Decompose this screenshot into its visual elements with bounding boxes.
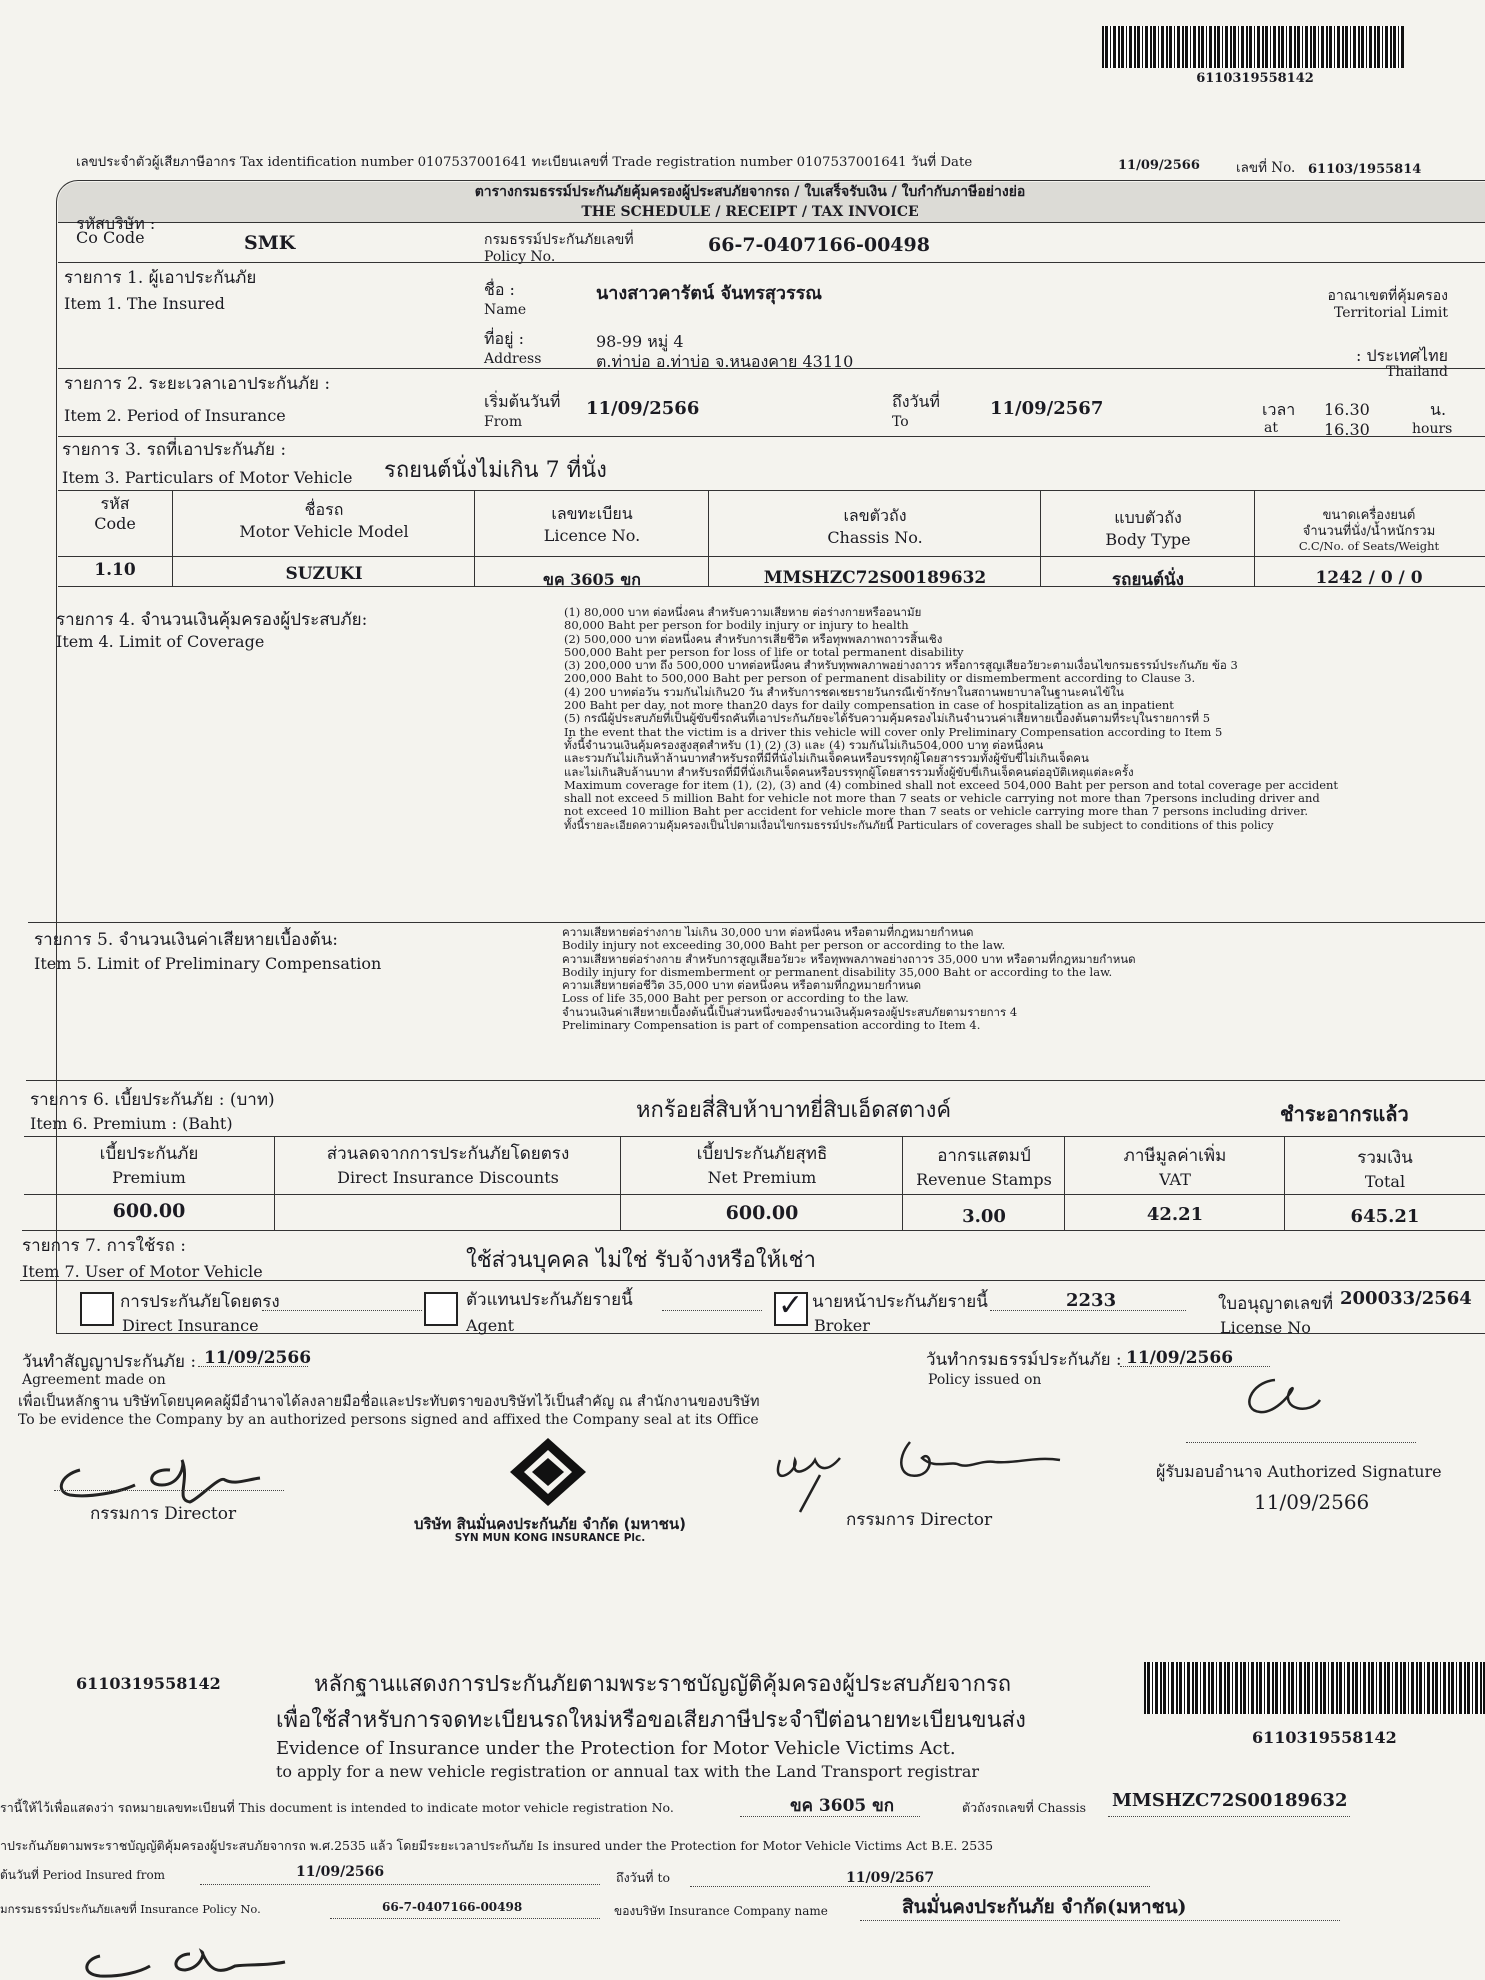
direct-insurance-label-th: การประกันภัยโดยตรง — [120, 1292, 280, 1312]
evidence-text-en: To be evidence the Company by an authorized persons signed and affixed the Company seal at its Office — [18, 1412, 759, 1428]
agent-label-en: Agent — [466, 1316, 514, 1335]
item2-label-th: รายการ 2. ระยะเวลาเอาประกันภัย : — [64, 374, 331, 394]
item2-label-en: Item 2. Period of Insurance — [64, 406, 286, 425]
co-code-value: SMK — [244, 232, 296, 254]
agreement-label-en: Agreement made on — [22, 1372, 166, 1388]
vt-col-model-th: ชื่อรถ — [304, 500, 344, 519]
prelim-line: ความเสียหายต่อร่างกาย ไม่เกิน 30,000 บาท ต่อหนึ่งคน หรือตามที่กฎหมายกำหนด — [562, 925, 974, 939]
vt-col-licence-th: เลขทะเบียน — [551, 504, 633, 523]
prelim-line: ความเสียหายต่อชีวิต 35,000 บาท ต่อหนึ่งคน หรือตามที่กฎหมายกำหนด — [562, 978, 922, 993]
prem-col-net-en: Net Premium — [707, 1168, 817, 1187]
coverage-line: (4) 200 บาทต่อวัน รวมกันไม่เกิน20 วัน สำหรับการชดเชยรายวันกรณีเข้ารักษาในสถานพยาบาลในฐานะคนไข้ใน — [564, 684, 1124, 699]
direct-insurance-checkbox[interactable] — [80, 1292, 114, 1326]
vt-col-licence-en: Licence No. — [543, 526, 641, 545]
license-label-en: License No — [1220, 1318, 1311, 1337]
item3-label-th: รายการ 3. รถที่เอาประกันภัย : — [62, 440, 287, 460]
license-number: 200033/2564 — [1340, 1288, 1472, 1309]
agreement-label-th: วันทำสัญญาประกันภัย : — [22, 1352, 197, 1372]
evidence-text-th: เพื่อเป็นหลักฐาน บริษัทโดยบุคคลผู้มีอำนาจได้ลงลายมือชื่อและประทับตราของบริษัทไว้เป็นสำคัญ ณ สำนักงานของบริษัท — [18, 1394, 760, 1410]
coverage-line: (1) 80,000 บาท ต่อหนึ่งคน สำหรับความเสียหาย ต่อร่างกายหรืออนามัย — [564, 605, 922, 619]
vt-row-chassis: MMSHZC72S00189632 — [763, 568, 987, 588]
prem-col-premium-th: เบี้ยประกันภัย — [99, 1144, 199, 1164]
name-label-th: ชื่อ : — [484, 280, 515, 299]
period-to-label-en: To — [892, 414, 909, 430]
territory-value-en: Thailand — [1386, 364, 1448, 380]
authorized-caption: ผู้รับมอบอำนาจ Authorized Signature — [1156, 1462, 1442, 1481]
authorized-signature — [1220, 1370, 1340, 1440]
policy-label-en: Policy No. — [484, 249, 556, 265]
vt-col-code-th: รหัส — [100, 494, 130, 513]
vt-col-body-en: Body Type — [1105, 530, 1191, 549]
vt-col-model-en: Motor Vehicle Model — [239, 522, 409, 541]
prelim-line: Bodily injury not exceeding 30,000 Baht per person or according to the law. — [562, 938, 1006, 953]
coverage-line: 80,000 Baht per person for bodily injury or injury to health — [564, 618, 909, 633]
prem-col-discount-th: ส่วนลดจากการประกันภัยโดยตรง — [326, 1144, 570, 1164]
vehicle-description: รถยนต์นั่งไม่เกิน 7 ที่นั่ง — [384, 458, 607, 483]
prem-col-stamps-th: อากรแสตมป์ — [937, 1146, 1031, 1166]
period-to-label-th: ถึงวันที่ — [892, 392, 940, 411]
vt-col-chassis-th: เลขตัวถัง — [843, 506, 907, 525]
evidence-title-en2: to apply for a new vehicle registration or annual tax with the Land Transport registrar — [276, 1762, 980, 1781]
item7-label-th: รายการ 7. การใช้รถ : — [22, 1236, 186, 1256]
item6-label-th: รายการ 6. เบี้ยประกันภัย : (บาท) — [30, 1090, 275, 1110]
item7-label-en: Item 7. User of Motor Vehicle — [22, 1262, 263, 1281]
prem-col-stamps-en: Revenue Stamps — [916, 1170, 1052, 1189]
coverage-line: Maximum coverage for item (1), (2), (3) and (4) combined shall not exceed 504,000 Baht per person and total coverage per accident — [564, 777, 1339, 792]
check-mark-icon: ✓ — [778, 1288, 804, 1323]
evidence-barcode — [1144, 1662, 1485, 1714]
period-from-label-en: From — [484, 414, 523, 430]
vt-row-model: SUZUKI — [285, 564, 363, 584]
prelim-line: จำนวนเงินค่าเสียหายเบื้องต้นนี้เป็นส่วนหนึ่งของจำนวนเงินคุ้มครองผู้ประสบภัยตามรายการ 4 — [562, 1004, 1018, 1019]
item6-label-en: Item 6. Premium : (Baht) — [30, 1114, 233, 1133]
time-unit-en: hours — [1412, 421, 1453, 437]
prem-col-total-en: Total — [1364, 1172, 1406, 1191]
document-date: 11/09/2566 — [1118, 158, 1200, 173]
coverage-line: 500,000 Baht per person for loss of life or total permanent disability — [564, 644, 964, 659]
time-label-en: at — [1264, 420, 1278, 436]
evidence-title-th1: หลักฐานแสดงการประกันภัยตามพระราชบัญญัติคุ้มครองผู้ประสบภัยจากรถ — [314, 1672, 1012, 1697]
item1-label-th: รายการ 1. ผู้เอาประกันภัย — [64, 268, 257, 288]
address-line2: ต.ท่าบ่อ อ.ท่าบ่อ จ.หนองคาย 43110 — [596, 352, 854, 371]
territory-value-th: : ประเทศไทย — [1356, 346, 1448, 365]
evidence-period-label: ต้นวันที่ Period Insured from — [0, 1868, 166, 1882]
coverage-line: In the event that the victim is a driver this vehicle will cover only Preliminary Compensation according to Item 5 — [564, 724, 1223, 739]
evidence-registration: ขค 3605 ขก — [790, 1796, 895, 1816]
doc-number-label: เลขที่ No. — [1236, 160, 1296, 176]
period-from-value: 11/09/2566 — [586, 398, 700, 419]
address-line1: 98-99 หมู่ 4 — [596, 332, 684, 351]
evidence-policy-label: มกรรมธรรม์ประกันภัยเลขที่ Insurance Policy No. — [0, 1902, 261, 1916]
period-to-value: 11/09/2567 — [990, 398, 1104, 419]
vehicle-use-value: ใช้ส่วนบุคคล ไม่ใช่ รับจ้างหรือให้เช่า — [466, 1248, 816, 1273]
prem-col-vat-th: ภาษีมูลค่าเพิ่ม — [1123, 1146, 1227, 1166]
vt-row-code: 1.10 — [94, 560, 136, 580]
premium-value: 600.00 — [112, 1200, 186, 1222]
coverage-line: ทั้งนี้จำนวนเงินคุ้มครองสูงสุดสำหรับ (1) (2) (3) และ (4) รวมกันไม่เกิน504,000 บาท ต่อหนึ่งคน — [564, 737, 1044, 752]
broker-code: 2233 — [1066, 1290, 1117, 1311]
prem-col-discount-en: Direct Insurance Discounts — [337, 1168, 559, 1187]
coverage-line: และรวมกันไม่เกินห้าล้านบาทสำหรับรถที่มีที่นั่งไม่เกินเจ็ดคนหรือบรรทุกผู้โดยสารรวมทั้งผู้ขับขี่ไม่เกินเจ็ดคน — [564, 751, 1089, 766]
evidence-left-number: 6110319558142 — [76, 1674, 221, 1693]
insured-name: นางสาวคารัตน์ จันทรสุวรรณ — [596, 283, 822, 304]
coverage-lines — [564, 606, 1464, 832]
item5-label-en: Item 5. Limit of Preliminary Compensation — [34, 954, 382, 973]
bottom-director-signature — [70, 1944, 310, 1980]
item1-label-en: Item 1. The Insured — [64, 294, 225, 313]
item3-label-en: Item 3. Particulars of Motor Vehicle — [62, 468, 353, 487]
total-value: 645.21 — [1350, 1206, 1420, 1227]
prem-col-net-th: เบี้ยประกันภัยสุทธิ — [696, 1144, 828, 1164]
director2-caption: กรรมการ Director — [846, 1510, 993, 1530]
evidence-line1-prefix: รานี้ให้ไว้เพื่อแสดงว่า รถหมายเลขทะเบียนที่ This document is intended to indicate motor vehicle registration No. — [0, 1800, 674, 1815]
evidence-period-to: 11/09/2567 — [846, 1870, 935, 1886]
tax-id-line: เลขประจำตัวผู้เสียภาษีอากร Tax identification number 0107537001641 ทะเบียนเลขที่ Trade registration number 0107537001641 วันที่ Date — [76, 155, 973, 170]
header-title-en: THE SCHEDULE / RECEIPT / TAX INVOICE — [581, 204, 919, 220]
issued-label-th: วันทำกรมธรรม์ประกันภัย : — [926, 1350, 1122, 1370]
stamp-paid-status: ชำระอากรแล้ว — [1280, 1102, 1409, 1126]
coverage-line: (3) 200,000 บาท ถึง 500,000 บาทต่อหนึ่งคน สำหรับทุพพลภาพอย่างถาวร หรือการสูญเสียอวัยวะตามเงื่อนไขกรมธรรม์ประกันภัย ข้อ 3 — [564, 658, 1238, 673]
director2-signature — [760, 1430, 1080, 1520]
issued-date: 11/09/2566 — [1126, 1348, 1234, 1368]
premium-amount-words: หกร้อยสี่สิบห้าบาทยี่สิบเอ็ดสตางค์ — [636, 1098, 952, 1123]
evidence-company-name: สินมั่นคงประกันภัย จำกัด(มหาชน) — [902, 1896, 1187, 1918]
header-title-th: ตารางกรมธรรม์ประกันภัยคุ้มครองผู้ประสบภัยจากรถ / ใบเสร็จรับเงิน / ใบกำกับภาษีอย่างย่อ — [474, 184, 1026, 200]
net-premium-value: 600.00 — [725, 1202, 799, 1224]
vat-value: 42.21 — [1146, 1204, 1204, 1225]
item4-label-th: รายการ 4. จำนวนเงินคุ้มครองผู้ประสบภัย: — [56, 610, 368, 630]
company-name-th: บริษัท สินมั่นคงประกันภัย จำกัด (มหาชน) — [414, 1515, 686, 1533]
prem-col-vat-en: VAT — [1159, 1170, 1191, 1189]
evidence-policy-number: 66-7-0407166-00498 — [382, 1900, 523, 1914]
item4-label-en: Item 4. Limit of Coverage — [56, 632, 265, 651]
coverage-line: (5) กรณีผู้ประสบภัยที่เป็นผู้ขับขี่รถคันที่เอาประกันภัยจะได้รับความคุ้มครองไม่เกินจำนวนค่าเสียหายเบื้องต้นตามที่ระบุในรายการที่ 5 — [564, 711, 1211, 726]
director1-caption: กรรมการ Director — [90, 1504, 237, 1524]
prem-col-premium-en: Premium — [112, 1168, 186, 1187]
co-code-label-th: รหัสบริษัท : — [76, 214, 156, 233]
vt-row-engine: 1242 / 0 / 0 — [1315, 568, 1423, 588]
issued-label-en: Policy issued on — [928, 1372, 1042, 1388]
company-seal-logo — [508, 1436, 588, 1508]
vt-row-body: รถยนต์นั่ง — [1112, 570, 1184, 590]
address-label-en: Address — [484, 351, 542, 367]
coverage-line: shall not exceed 5 million Baht for vehicle not more than 7 seats or vehicle carrying not more than 7persons including driver and — [564, 791, 1320, 806]
top-barcode — [1102, 26, 1404, 68]
license-label-th: ใบอนุญาตเลขที่ — [1218, 1294, 1334, 1314]
evidence-line2: ำประกันภัยตามพระราชบัญญัติคุ้มครองผู้ประสบภัยจากรถ พ.ศ.2535 แล้ว โดยมีระยะเวลาประกันภัย Is insured under the Protection for Motor Vehicle Victims Act B.E. 2535 — [0, 1838, 994, 1853]
territory-label-en: Territorial Limit — [1333, 305, 1448, 321]
agent-checkbox[interactable] — [424, 1292, 458, 1326]
evidence-period-to-label: ถึงวันที่ to — [616, 1870, 670, 1885]
agreement-date: 11/09/2566 — [204, 1348, 312, 1368]
time-value-2: 16.30 — [1324, 420, 1370, 439]
prelim-line: Bodily injury for dismemberment or permanent disability 35,000 Baht or according to the law. — [562, 964, 1113, 979]
broker-label-en: Broker — [814, 1316, 870, 1335]
coverage-line: 200 Baht per day, not more than20 days for daily compensation in case of hospitalization as an inpatient — [564, 698, 1174, 713]
evidence-barcode-number: 6110319558142 — [1252, 1728, 1397, 1747]
agent-label-th: ตัวแทนประกันภัยรายนี้ — [466, 1290, 633, 1310]
evidence-chassis-label: ตัวถังรถเลขที่ Chassis — [962, 1800, 1087, 1815]
policy-number: 66-7-0407166-00498 — [708, 234, 930, 256]
address-label-th: ที่อยู่ : — [484, 329, 525, 348]
authorized-date: 11/09/2566 — [1254, 1490, 1370, 1514]
evidence-title-en1: Evidence of Insurance under the Protection for Motor Vehicle Victims Act. — [276, 1738, 956, 1759]
vt-col-engine-en2: C.C/No. of Seats/Weight — [1298, 539, 1440, 553]
prelim-line: ความเสียหายต่อร่างกาย สำหรับการสูญเสียอวัยวะ หรือทุพพลภาพอย่างถาวร 35,000 บาท หรือตามที่กฎหมายกำหนด — [562, 951, 1136, 966]
territory-label-th: อาณาเขตที่คุ้มครอง — [1327, 288, 1448, 304]
top-barcode-number: 6110319558142 — [1196, 71, 1314, 86]
policy-label-th: กรมธรรม์ประกันภัยเลขที่ — [484, 232, 634, 248]
doc-number: 61103/1955814 — [1308, 162, 1422, 177]
evidence-period-from: 11/09/2566 — [296, 1864, 385, 1880]
prelim-line: Loss of life 35,000 Baht per person or according to the law. — [562, 991, 909, 1006]
broker-label-th: นายหน้าประกันภัยรายนี้ — [812, 1292, 988, 1312]
item5-label-th: รายการ 5. จำนวนเงินค่าเสียหายเบื้องต้น: — [34, 930, 338, 950]
coverage-line: ทั้งนี้รายละเอียดความคุ้มครองเป็นไปตามเงื่อนไขกรมธรรม์ประกันภัยนี้ Particulars of coverages shall be subject to conditions of this policy — [564, 818, 1274, 832]
prelim-lines — [562, 926, 1462, 1032]
coverage-line: not exceed 10 million Baht per accident for vehicle more than 7 seats or vehicle carrying more than 7 persons including driver. — [564, 804, 1309, 819]
vt-col-chassis-en: Chassis No. — [827, 528, 923, 547]
broker-checkbox[interactable] — [774, 1288, 808, 1326]
time-label-th: เวลา — [1262, 400, 1296, 419]
vt-col-engine-en: จำนวนที่นั่ง/น้ำหนักรวม — [1302, 524, 1436, 539]
company-name-en: SYN MUN KONG INSURANCE Plc. — [454, 1532, 646, 1544]
vt-col-code-en: Code — [94, 514, 136, 533]
prem-col-total-th: รวมเงิน — [1357, 1148, 1413, 1168]
evidence-company-label: ของบริษัท Insurance Company name — [614, 1904, 828, 1918]
vt-col-body-th: แบบตัวถัง — [1114, 508, 1182, 527]
coverage-line: และไม่เกินสิบล้านบาท สำหรับรถที่มีที่นั่งเกินเจ็ดคนหรือบรรทุกผู้โดยสารรวมทั้งผู้ขับขี่เกินเจ็ดคนต่ออุบัติเหตุแต่ละครั้ง — [564, 764, 1134, 779]
coverage-line: 200,000 Baht to 500,000 Baht per person of permanent disability or dismemberment according to Clause 3. — [564, 671, 1196, 686]
vt-col-engine-th: ขนาดเครื่องยนต์ — [1322, 508, 1416, 523]
time-value-1: 16.30 — [1324, 400, 1370, 419]
vt-row-licence: ขค 3605 ขก — [543, 570, 641, 589]
coverage-line: (2) 500,000 บาท ต่อหนึ่งคน สำหรับการเสียชีวิต หรือทุพพลภาพถาวรสิ้นเชิง — [564, 631, 943, 646]
evidence-title-th2: เพื่อใช้สำหรับการจดทะเบียนรถใหม่หรือขอเสียภาษีประจำปีต่อนายทะเบียนขนส่ง — [276, 1708, 1026, 1733]
director1-signature — [50, 1440, 310, 1510]
stamps-value: 3.00 — [962, 1206, 1006, 1227]
evidence-chassis: MMSHZC72S00189632 — [1112, 1790, 1348, 1811]
co-code-label-en: Co Code — [76, 228, 145, 247]
name-label-en: Name — [484, 302, 527, 318]
time-unit-th: น. — [1430, 400, 1447, 419]
direct-insurance-label-en: Direct Insurance — [122, 1316, 259, 1335]
period-from-label-th: เริ่มต้นวันที่ — [484, 392, 561, 411]
prelim-line: Preliminary Compensation is part of compensation according to Item 4. — [562, 1018, 981, 1033]
